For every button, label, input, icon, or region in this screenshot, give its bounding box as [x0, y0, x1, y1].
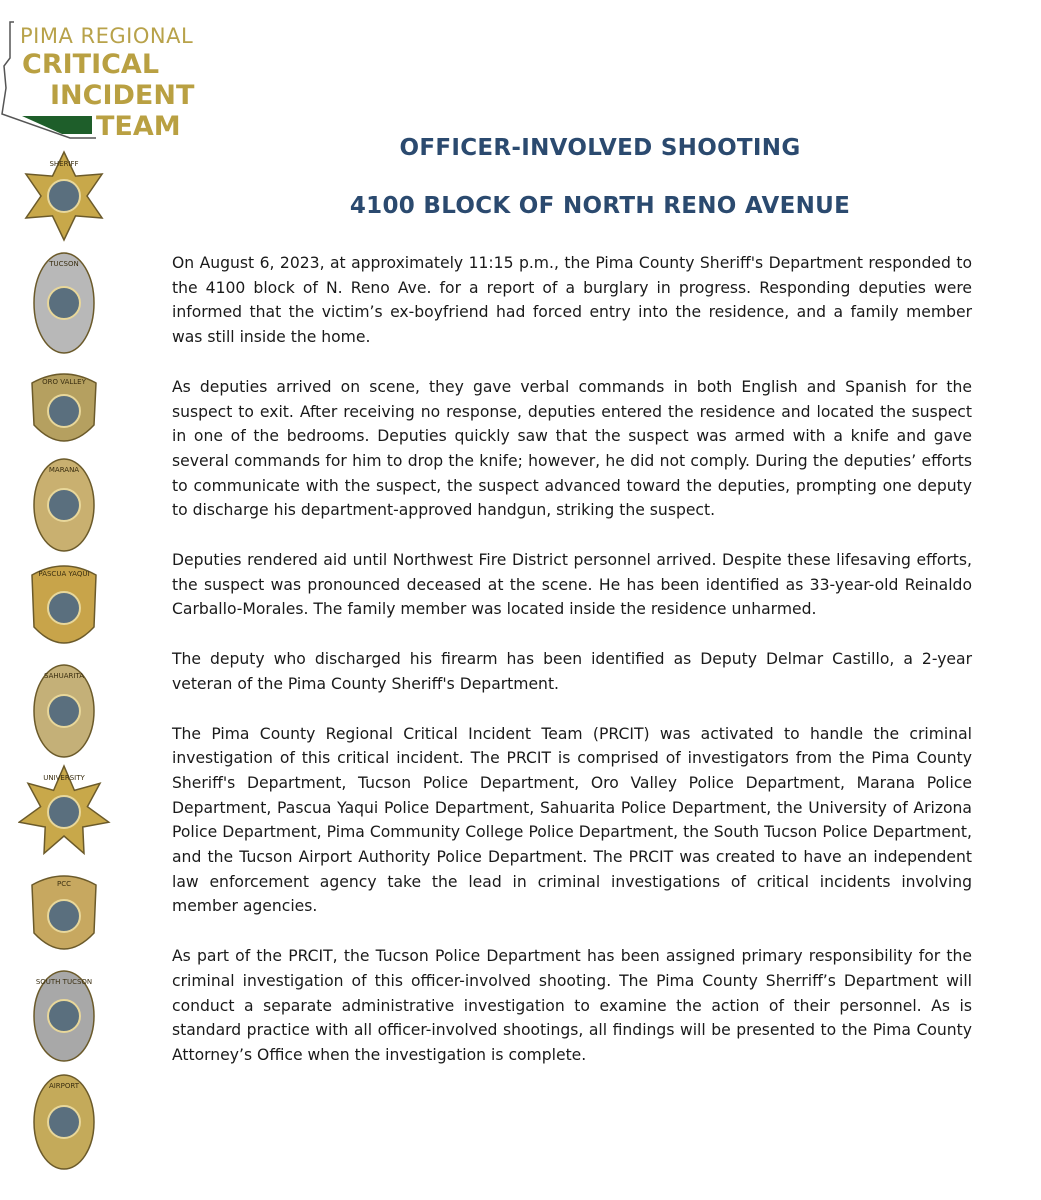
- badge-lettering: ORO VALLEY: [42, 378, 86, 386]
- headline-title: OFFICER-INVOLVED SHOOTING: [399, 135, 801, 161]
- pascua-yaqui-police-badge: [18, 560, 128, 656]
- badge-icon: [18, 456, 128, 554]
- paragraph-prcit: The Pima County Regional Critical Incident Team (PRCIT) was activated to handle the criminal investigation of this critical incident. The PRCIT is comprised of investigators from the Pima County Sheriff's Department, Tucson Police Department, Oro Valley Police Department, Marana Police Department, Pascua Yaqui Police Department, Sahuarita Police Department, the University of Arizona Police Department, Pima Community College Police Department, the South Tucson Police Department, and the Tucson Airport Authority Police Department. The PRCIT was created to have an independent law enforcement agency take the lead in criminal investigations of critical incidents involving member agencies.: [172, 724, 972, 916]
- badge-icon: [18, 250, 128, 356]
- badge-lettering: SAHUARITA: [44, 672, 84, 680]
- paragraph-entry: As deputies arrived on scene, they gave verbal commands in both English and Spanish for the suspect to exit. After receiving no response, deputies entered the residence and located the suspect in one of the bedrooms. Deputies quickly saw that the suspect was armed with a knife and gave several commands for him to drop the knife; however, he did not comply. During the deputies’ efforts to communicate with the suspect, the suspect advanced toward the deputies, prompting one deputy to discharge his department-approved handgun, striking the suspect.: [172, 377, 972, 520]
- press-release-body: [172, 251, 972, 1093]
- headline-location: 4100 BLOCK OF NORTH RENO AVENUE: [349, 193, 851, 219]
- paragraph-incident: On August 6, 2023, at approximately 11:15 p.m., the Pima County Sheriff's Department responded to the 4100 block of N. Reno Ave. for a report of a burglary in progress. Responding deputies were informed that the victim’s ex-boyfriend had forced entry into the residence, and a family member was still inside the home.: [172, 254, 972, 347]
- badge-lettering: PASCUA YAQUI: [38, 570, 90, 578]
- logo-line-incident: INCIDENT: [50, 80, 195, 111]
- badge-lettering: SHERIFF: [49, 160, 79, 168]
- oro-valley-police-badge: [18, 368, 128, 454]
- logo-line-team: TEAM: [96, 111, 181, 142]
- tucson-police-badge: [18, 250, 128, 356]
- prcit-logo: [0, 18, 200, 148]
- sahuarita-police-badge: [18, 662, 128, 760]
- paragraph-responsibility: As part of the PRCIT, the Tucson Police Department has been assigned primary responsibility for the criminal investigation of this officer-involved shooting. The Pima County Sherriff’s Department will conduct a separate administrative investigation to examine the action of their personnel. As is standard practice with all officer-involved shootings, all findings will be presented to the Pima County Attorney’s Office when the investigation is complete.: [172, 947, 972, 1064]
- badge-icon: [18, 764, 128, 860]
- badge-icon: [18, 150, 128, 242]
- badge-icon: [18, 662, 128, 760]
- paragraph-aid: Deputies rendered aid until Northwest Fire District personnel arrived. Despite these lifesaving efforts, the suspect was pronounced deceased at the scene. He has been identified as 33-year-old Reinaldo Carballo-Morales. The family member was located inside the residence unharmed.: [172, 551, 972, 619]
- south-tucson-police-badge: [18, 968, 128, 1064]
- badge-lettering: PCC: [57, 880, 71, 888]
- logo-line-critical: CRITICAL: [22, 49, 160, 80]
- university-police-star-badge: [18, 764, 128, 860]
- badge-icon: [18, 1072, 128, 1172]
- badge-lettering: UNIVERSITY: [43, 774, 85, 782]
- badge-icon: [18, 968, 128, 1064]
- badge-icon: [18, 870, 128, 962]
- airport-authority-police-badge: [18, 1072, 128, 1172]
- badge-icon: [18, 560, 128, 656]
- pima-sheriff-star-badge: [18, 150, 128, 242]
- logo-line-pima-regional: PIMA REGIONAL: [20, 24, 194, 48]
- badge-lettering: MARANA: [48, 466, 80, 474]
- pima-college-police-badge: [18, 870, 128, 962]
- paragraph-deputy: The deputy who discharged his firearm has been identified as Deputy Delmar Castillo, a 2-year veteran of the Pima County Sheriff's Department.: [172, 650, 972, 693]
- marana-police-badge: [18, 456, 128, 554]
- badge-lettering: TUCSON: [49, 260, 79, 268]
- badge-icon: [18, 368, 128, 454]
- badge-lettering: SOUTH TUCSON: [35, 978, 93, 986]
- badge-lettering: AIRPORT: [48, 1082, 80, 1090]
